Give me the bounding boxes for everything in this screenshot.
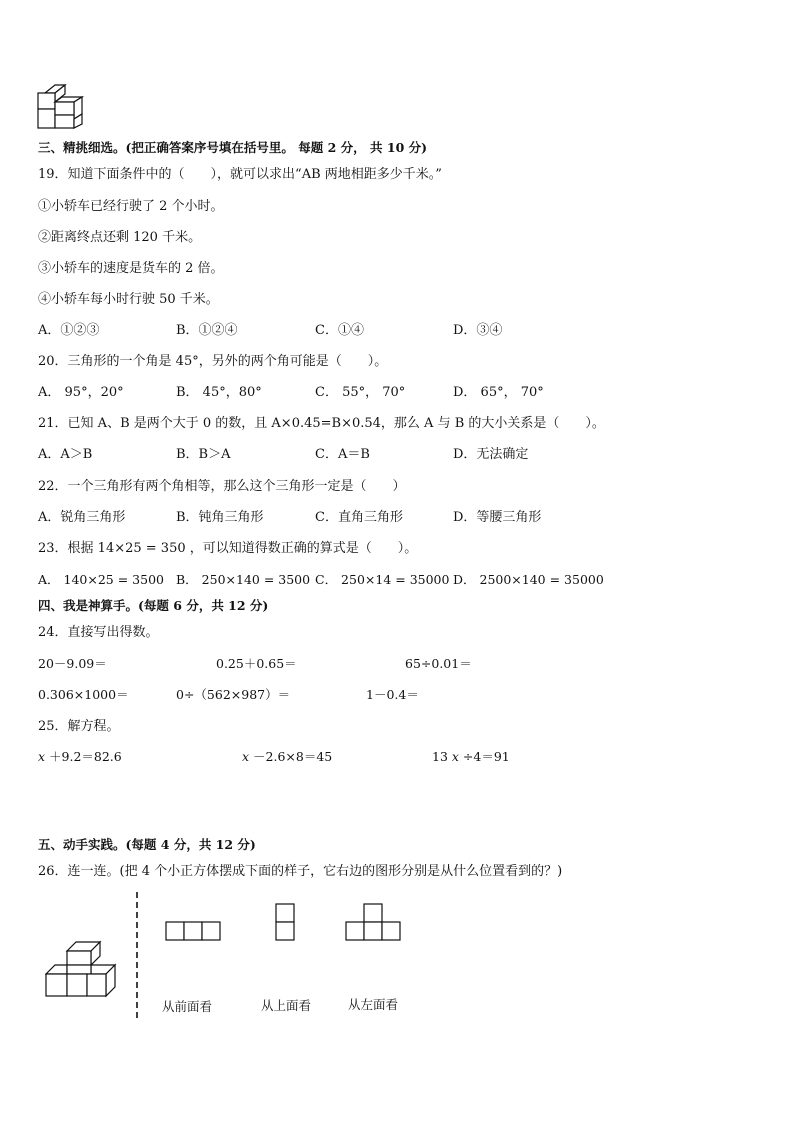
equation-3: 13 𝑥 ÷4＝91 <box>432 749 510 764</box>
calc-1-3: 65÷0.01＝ <box>405 656 472 671</box>
cube-stack-figure-top <box>36 84 96 134</box>
question-19-option-c: C．①④ <box>315 323 364 338</box>
calc-1-2: 0.25＋0.65＝ <box>216 656 297 671</box>
section-5-heading: 五、动手实践。(每题 4 分，共 12 分) <box>38 837 256 852</box>
question-25-stem: 25．解方程。 <box>38 719 120 734</box>
question-21-stem: 21．已知 A、B 是两个大于 0 的数，且 A×0.45=B×0.54，那么 A 与 B 的大小关系是（ ）。 <box>38 416 605 431</box>
section-3-heading: 三、精挑细选。(把正确答案序号填在括号里。 每题 2 分， 共 10 分) <box>38 140 428 155</box>
question-20-stem: 20．三角形的一个角是 45°，另外的两个角可能是（ ）。 <box>38 354 388 369</box>
front-view-figure <box>165 920 223 942</box>
question-23-option-a: A． 140×25 = 3500 <box>38 572 164 587</box>
question-21-option-d: D．无法确定 <box>453 447 529 462</box>
question-20-option-b: B． 45°，80° <box>176 385 262 400</box>
calc-2-3: 1－0.4＝ <box>366 687 419 702</box>
question-22-stem: 22．一个三角形有两个角相等，那么这个三角形一定是（ ） <box>38 479 406 494</box>
question-22-option-c: C．直角三角形 <box>315 510 403 525</box>
dashed-divider <box>134 892 140 1022</box>
question-20-option-d: D． 65°， 70° <box>453 385 544 400</box>
question-26-stem: 26．连一连。(把 4 个小正方体摆成下面的样子，它右边的图形分别是从什么位置看到的？) <box>38 864 563 879</box>
question-22-option-d: D．等腰三角形 <box>453 510 542 525</box>
question-20-option-c: C． 55°， 70° <box>315 385 406 400</box>
question-19-condition-4: ④小轿车每小时行驶 50 千米。 <box>38 292 219 307</box>
top-view-figure <box>274 902 296 942</box>
question-23-option-b: B． 250×140 = 3500 <box>176 572 311 587</box>
question-21-option-a: A．A＞B <box>38 447 93 462</box>
question-23-option-c: C． 250×14 = 35000 <box>315 572 450 587</box>
cube-arrangement-figure <box>45 940 129 1002</box>
question-23-option-d: D． 2500×140 = 35000 <box>453 572 604 587</box>
question-19-option-b: B．①②④ <box>176 323 238 338</box>
question-19-stem: 19．知道下面条件中的（ ），就可以求出“AB 两地相距多少千米。” <box>38 167 442 182</box>
question-19-condition-1: ①小轿车已经行驶了 2 个小时。 <box>38 199 224 214</box>
question-23-stem: 23．根据 14×25 = 350 ，可以知道得数正确的算式是（ ）。 <box>38 541 418 556</box>
question-19-option-a: A．①②③ <box>38 323 100 338</box>
question-21-option-b: B．B＞A <box>176 447 231 462</box>
question-19-condition-2: ②距离终点还剩 120 千米。 <box>38 230 202 245</box>
question-19-option-d: D．③④ <box>453 323 503 338</box>
view-label-front: 从前面看 <box>162 999 213 1014</box>
calc-1-1: 20－9.09＝ <box>38 656 107 671</box>
view-label-left: 从左面看 <box>348 997 399 1012</box>
question-21-option-c: C．A＝B <box>315 447 370 462</box>
left-view-figure <box>345 902 403 942</box>
calc-2-1: 0.306×1000＝ <box>38 687 129 702</box>
equation-1: 𝑥 ＋9.2＝82.6 <box>38 749 122 764</box>
question-20-option-a: A． 95°，20° <box>38 385 124 400</box>
question-24-stem: 24．直接写出得数。 <box>38 625 159 640</box>
section-4-heading: 四、我是神算手。(每题 6 分，共 12 分) <box>38 598 269 613</box>
calc-2-2: 0÷（562×987）＝ <box>176 687 291 702</box>
question-22-option-a: A．锐角三角形 <box>38 510 126 525</box>
view-label-top: 从上面看 <box>261 998 312 1013</box>
question-19-condition-3: ③小轿车的速度是货车的 2 倍。 <box>38 261 224 276</box>
equation-2: 𝑥 －2.6×8＝45 <box>242 749 333 764</box>
question-22-option-b: B．钝角三角形 <box>176 510 264 525</box>
